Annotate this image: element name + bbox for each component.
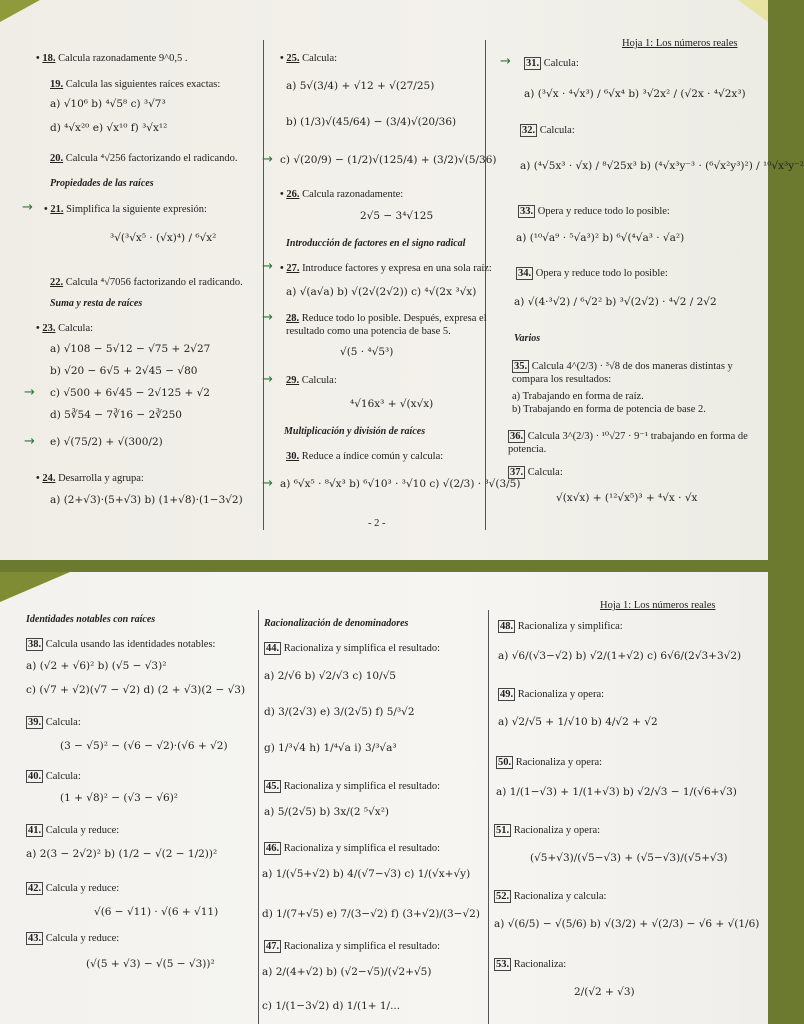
section-heading: Propiedades de las raíces bbox=[50, 178, 154, 189]
exercise-43: 43. Calcula y reduce: bbox=[28, 933, 120, 944]
arrow-mark-icon: → bbox=[500, 54, 511, 69]
exercise-28: 28. Reduce todo lo posible. Después, expresa el bbox=[286, 313, 487, 324]
arrow-mark-icon: → bbox=[22, 200, 33, 215]
exercise-25-a: a) 5√(3/4) + √12 + √(27/25) bbox=[286, 80, 435, 92]
exercise-19: 19. Calcula las siguientes raíces exactas: bbox=[50, 79, 221, 90]
exercise-52: 52. Racionaliza y calcula: bbox=[496, 891, 607, 902]
exercise-41-items: a) 2(3 − 2√2)² b) (1/2 − √(2 − 1/2))² bbox=[26, 848, 218, 860]
exercise-38-items: c) (√7 + √2)(√7 − √2) d) (2 + √3)(2 − √3) bbox=[26, 684, 246, 696]
exercise-29-expression: ⁴√16x³ + √(x√x) bbox=[350, 398, 434, 410]
arrow-mark-icon: → bbox=[262, 152, 273, 167]
section-heading: Introducción de factores en el signo radical bbox=[286, 238, 466, 249]
exercise-49: 49. Racionaliza y opera: bbox=[500, 689, 605, 700]
section-heading: Identidades notables con raíces bbox=[26, 614, 156, 625]
exercise-46: 46. Racionaliza y simplifica el resultado: bbox=[266, 843, 441, 854]
exercise-34-items: a) √(4·³√2) / ⁶√2² b) ³√(2√2) · ⁴√2 / 2√2 bbox=[514, 296, 717, 308]
sheet-header: Hoja 1: Los números reales bbox=[600, 600, 716, 611]
exercise-30: 30. Reduce a índice común y calcula: bbox=[286, 451, 444, 462]
page-corner-shadow bbox=[738, 0, 768, 22]
exercise-35-continued: compara los resultados: bbox=[512, 374, 612, 385]
arrow-mark-icon: → bbox=[262, 310, 273, 325]
exercise-23-d: d) 5∛54 − 7∛16 − 2∛250 bbox=[50, 409, 182, 421]
exercise-40-expression: (1 + √8)² − (√3 − √6)² bbox=[60, 792, 179, 804]
exercise-26: • 26. Calcula razonadamente: bbox=[280, 189, 404, 200]
exercise-44: 44. Racionaliza y simplifica el resultado: bbox=[266, 643, 441, 654]
exercise-22: 22. Calcula ⁴√7056 factorizando el radicando. bbox=[50, 277, 243, 288]
exercise-49-items: a) √2/√5 + 1/√10 b) 4/√2 + √2 bbox=[498, 716, 658, 728]
exercise-30-items: a) ⁶√x⁵ · ⁸√x³ b) ⁶√10³ · ³√10 c) √(2/3) · ³√(3/5) bbox=[280, 478, 521, 490]
exercise-24-items: a) (2+√3)·(5+√3) b) (1+√8)·(1−3√2) bbox=[50, 494, 243, 506]
exercise-48-items: a) √6/(√3−√2) b) √2/(1+√2) c) 6√6/(2√3+3√2) bbox=[498, 650, 742, 662]
exercise-23-e: e) √(75/2) + √(300/2) bbox=[50, 436, 163, 448]
exercise-43-expression: (√(5 + √3) − √(5 − √3))² bbox=[86, 958, 215, 970]
exercise-48: 48. Racionaliza y simplifica: bbox=[500, 621, 623, 632]
page-corner-shadow bbox=[0, 572, 70, 602]
exercise-40: 40. Calcula: bbox=[28, 771, 81, 782]
exercise-35-a: a) Trabajando en forma de raíz. bbox=[512, 391, 644, 402]
exercise-39: 39. Calcula: bbox=[28, 717, 81, 728]
exercise-31-items: a) (³√x · ⁴√x³) / ⁶√x⁴ b) ³√2x² / (√2x · ⁴√2x³) bbox=[524, 88, 746, 100]
exercise-19-items: d) ⁴√x²⁰ e) √x¹⁰ f) ³√x¹² bbox=[50, 122, 168, 134]
exercise-45-items: a) 5/(2√5) b) 3x/(2 ⁵√x²) bbox=[264, 806, 390, 818]
exercise-25: • 25. Calcula: bbox=[280, 53, 338, 64]
worksheet-page-bottom bbox=[0, 572, 768, 1024]
column-divider bbox=[263, 40, 264, 530]
exercise-53: 53. Racionaliza: bbox=[496, 959, 567, 970]
exercise-35: 35. Calcula 4^(2/3) · ³√8 de dos maneras distintas y bbox=[514, 361, 733, 372]
exercise-24: • 24. Desarrolla y agrupa: bbox=[36, 473, 144, 484]
exercise-34: 34. Opera y reduce todo lo posible: bbox=[518, 268, 668, 279]
exercise-41: 41. Calcula y reduce: bbox=[28, 825, 120, 836]
exercise-36-continued: potencia. bbox=[508, 444, 547, 455]
exercise-42-expression: √(6 − √11) · √(6 + √11) bbox=[94, 906, 219, 918]
exercise-25-c: c) √(20/9) − (1/2)√(125/4) + (3/2)√(5/36) bbox=[280, 154, 497, 166]
exercise-47-row2: c) 1/(1−3√2) d) 1/(1+ 1/... bbox=[262, 1000, 401, 1012]
exercise-44-row2: d) 3/(2√3) e) 3/(2√5) f) 5/³√2 bbox=[264, 706, 415, 718]
exercise-25-b: b) (1/3)√(45/64) − (3/4)√(20/36) bbox=[286, 116, 457, 128]
section-heading: Racionalización de denominadores bbox=[264, 618, 409, 629]
exercise-50-items: a) 1/(1−√3) + 1/(1+√3) b) √2/√3 − 1/(√6+√3) bbox=[496, 786, 737, 798]
exercise-33-items: a) (¹⁰√a⁹ · ⁵√a³)² b) ⁶√(⁴√a³ · √a²) bbox=[516, 232, 685, 244]
exercise-46-row1: a) 1/(√5+√2) b) 4/(√7−√3) c) 1/(√x+√y) bbox=[262, 868, 471, 880]
column-divider bbox=[258, 610, 259, 1024]
section-heading: Suma y resta de raíces bbox=[50, 298, 143, 309]
page-corner-shadow bbox=[0, 0, 40, 22]
exercise-47: 47. Racionaliza y simplifica el resultado: bbox=[266, 941, 441, 952]
sheet-header: Hoja 1: Los números reales bbox=[622, 38, 738, 49]
exercise-18: • 18. Calcula razonadamente 9^0,5 . bbox=[36, 53, 188, 64]
exercise-37-expression: √(x√x) + (¹²√x⁵)³ + ⁴√x · √x bbox=[556, 492, 698, 504]
exercise-33: 33. Opera y reduce todo lo posible: bbox=[520, 206, 670, 217]
exercise-26-expression: 2√5 − 3⁴√125 bbox=[360, 210, 434, 222]
exercise-45: 45. Racionaliza y simplifica el resultado: bbox=[266, 781, 441, 792]
exercise-23-b: b) √20 − 6√5 + 2√45 − √80 bbox=[50, 365, 198, 377]
exercise-53-expression: 2/(√2 + √3) bbox=[574, 986, 635, 998]
section-heading: Varios bbox=[514, 333, 541, 344]
exercise-32: 32. Calcula: bbox=[522, 125, 575, 136]
exercise-21-expression: ³√(³√x⁵ · (√x)⁴) / ⁶√x² bbox=[110, 232, 217, 244]
exercise-27-items: a) √(a√a) b) √(2√(2√2)) c) ⁴√(2x ³√x) bbox=[286, 286, 477, 298]
arrow-mark-icon: → bbox=[24, 385, 35, 400]
exercise-20: 20. Calcula ⁴√256 factorizando el radicando. bbox=[50, 153, 238, 164]
exercise-37: 37. Calcula: bbox=[510, 467, 563, 478]
exercise-51: 51. Racionaliza y opera: bbox=[496, 825, 601, 836]
exercise-42: 42. Calcula y reduce: bbox=[28, 883, 120, 894]
exercise-44-row1: a) 2/√6 b) √2/√3 c) 10/√5 bbox=[264, 670, 396, 682]
exercise-50: 50. Racionaliza y opera: bbox=[498, 757, 603, 768]
exercise-23: • 23. Calcula: bbox=[36, 323, 94, 334]
exercise-44-row3: g) 1/³√4 h) 1/⁴√a i) 3/³√a³ bbox=[264, 742, 397, 754]
exercise-39-expression: (3 − √5)² − (√6 − √2)·(√6 + √2) bbox=[60, 740, 228, 752]
exercise-52-items: a) √(6/5) − √(5/6) b) √(3/2) + √(2/3) − √6 + √(1/6) bbox=[494, 918, 760, 930]
exercise-51-expression: (√5+√3)/(√5−√3) + (√5−√3)/(√5+√3) bbox=[530, 852, 728, 864]
exercise-32-items: a) (⁴√5x³ · √x) / ⁸√25x³ b) (⁴√x³y⁻³ · (⁶√x²y³)²) / ¹⁰√x³y⁻² bbox=[520, 160, 804, 172]
column-divider bbox=[485, 40, 486, 530]
exercise-23-a: a) √108 − 5√12 − √75 + 2√27 bbox=[50, 343, 211, 355]
exercise-35-b: b) Trabajando en forma de potencia de base 2. bbox=[512, 404, 706, 415]
exercise-47-row1: a) 2/(4+√2) b) (√2−√5)/(√2+√5) bbox=[262, 966, 432, 978]
arrow-mark-icon: → bbox=[262, 476, 273, 491]
exercise-28-continued: resultado como una potencia de base 5. bbox=[286, 326, 451, 337]
exercise-38: 38. Calcula usando las identidades notables: bbox=[28, 639, 216, 650]
column-divider bbox=[488, 610, 489, 1024]
exercise-46-row2: d) 1/(7+√5) e) 7/(3−√2) f) (3+√2)/(3−√2) bbox=[262, 908, 480, 920]
exercise-36: 36. Calcula 3^(2/3) · ¹⁰√27 · 9⁻¹ trabajando en forma de bbox=[510, 431, 748, 442]
exercise-19-items: a) √10⁶ b) ⁴√5⁸ c) ³√7³ bbox=[50, 98, 166, 110]
arrow-mark-icon: → bbox=[262, 259, 273, 274]
section-heading: Multiplicación y división de raíces bbox=[284, 426, 426, 437]
exercise-21: • 21. Simplifica la siguiente expresión: bbox=[44, 204, 207, 215]
arrow-mark-icon: → bbox=[24, 434, 35, 449]
exercise-27: • 27. Introduce factores y expresa en una sola raíz: bbox=[280, 263, 492, 274]
exercise-23-c: c) √500 + 6√45 − 2√125 + √2 bbox=[50, 387, 210, 399]
exercise-31: 31. Calcula: bbox=[526, 58, 579, 69]
page-number: - 2 - bbox=[368, 518, 386, 529]
exercise-38-items: a) (√2 + √6)² b) (√5 − √3)² bbox=[26, 660, 167, 672]
exercise-29: 29. Calcula: bbox=[286, 375, 337, 386]
arrow-mark-icon: → bbox=[262, 372, 273, 387]
exercise-28-expression: √(5 · ⁴√5³) bbox=[340, 346, 394, 358]
